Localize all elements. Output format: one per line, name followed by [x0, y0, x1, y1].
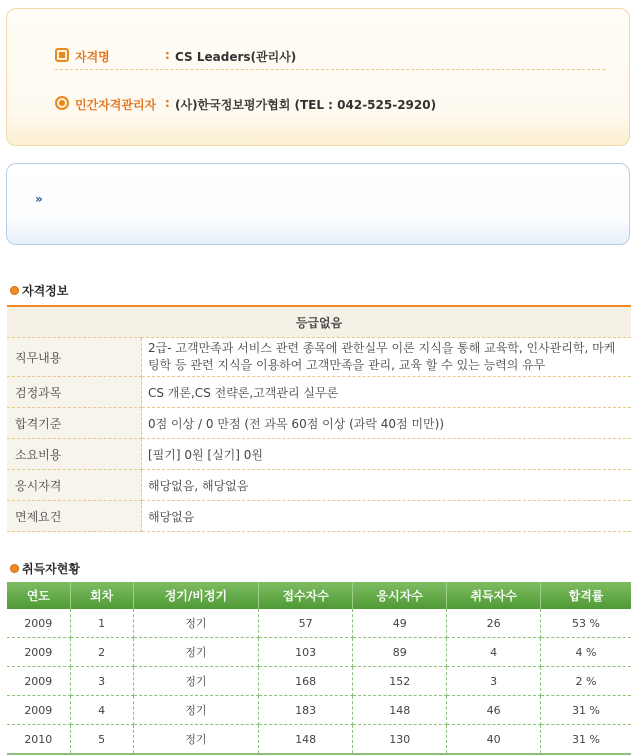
- col-header-year: 연도: [7, 582, 70, 609]
- notice-marker: »: [35, 192, 43, 206]
- cell-examinees: 49: [353, 609, 447, 638]
- cell-type: 정기: [133, 725, 259, 755]
- info-value: 0점 이상 / 0 만점 (전 과목 60점 이상 (과락 40점 미만)): [142, 408, 632, 439]
- cell-passers: 3: [447, 667, 541, 696]
- cell-pass-rate: 4 %: [541, 638, 631, 667]
- info-row: [7, 470, 631, 501]
- info-label: 면제요건: [7, 501, 142, 532]
- info-value: 해당없음, 해당없음: [142, 470, 632, 501]
- table-row: [7, 638, 631, 667]
- cell-passers: 46: [447, 696, 541, 725]
- cert-name-colon: :: [165, 48, 170, 62]
- cell-examinees: 89: [353, 638, 447, 667]
- cell-pass-rate: 31 %: [541, 696, 631, 725]
- cell-round: 5: [70, 725, 133, 755]
- col-header-examinees: 응시자수: [353, 582, 447, 609]
- info-row: [7, 439, 631, 470]
- stats-section-title: [10, 560, 80, 577]
- cell-applicants: 57: [259, 609, 353, 638]
- info-section-title: [10, 282, 68, 299]
- info-label: 검정과목: [7, 377, 142, 408]
- info-value: 해당없음: [142, 501, 632, 532]
- info-row: [7, 501, 631, 532]
- document-icon: [55, 48, 69, 62]
- info-value: 2급- 고객만족과 서비스 관련 종목에 관한실무 이론 지식을 통해 교육학, 인사관리학, 마케팅학 등 관련 지식을 이용하여 고객만족을 관리, 교육 할 수 있는 능력의 유무: [142, 338, 632, 377]
- cert-name-row: [55, 45, 605, 70]
- cell-applicants: 148: [259, 725, 353, 755]
- info-label: 합격기준: [7, 408, 142, 439]
- cell-year: 2009: [7, 696, 70, 725]
- info-row: [7, 377, 631, 408]
- cell-pass-rate: 53 %: [541, 609, 631, 638]
- cell-type: 정기: [133, 696, 259, 725]
- cell-pass-rate: 2 %: [541, 667, 631, 696]
- stats-section-title-text: 취득자현황: [22, 562, 80, 576]
- info-row: [7, 408, 631, 439]
- cell-examinees: 148: [353, 696, 447, 725]
- table-row: [7, 696, 631, 725]
- cell-passers: 4: [447, 638, 541, 667]
- notice-box: [6, 163, 630, 245]
- cert-manager-colon: :: [165, 96, 170, 110]
- cert-name-value: CS Leaders(관리사): [175, 50, 297, 64]
- person-icon: [55, 96, 69, 110]
- cell-applicants: 183: [259, 696, 353, 725]
- bullet-icon: [10, 564, 19, 573]
- col-header-type: 정기/비정기: [133, 582, 259, 609]
- cell-year: 2009: [7, 667, 70, 696]
- cert-name-label: 자격명: [75, 50, 110, 64]
- cert-manager-label: 민간자격관리자: [75, 98, 157, 112]
- cell-examinees: 130: [353, 725, 447, 755]
- table-row: [7, 667, 631, 696]
- certificate-summary-box: [6, 8, 630, 146]
- grade-cell: 등급없음: [7, 306, 631, 338]
- col-header-round: 회차: [70, 582, 133, 609]
- cell-examinees: 152: [353, 667, 447, 696]
- cell-year: 2010: [7, 725, 70, 755]
- cell-applicants: 103: [259, 638, 353, 667]
- info-row: [7, 338, 631, 377]
- cell-year: 2009: [7, 638, 70, 667]
- stats-table: [7, 582, 631, 755]
- cell-round: 2: [70, 638, 133, 667]
- cell-applicants: 168: [259, 667, 353, 696]
- bullet-icon: [10, 286, 19, 295]
- info-value: CS 개론,CS 전략론,고객관리 실무론: [142, 377, 632, 408]
- cell-round: 4: [70, 696, 133, 725]
- cell-pass-rate: 31 %: [541, 725, 631, 755]
- cell-type: 정기: [133, 638, 259, 667]
- info-label: 직무내용: [7, 338, 142, 377]
- cert-manager-value: (사)한국정보평가협회 (TEL : 042-525-2920): [175, 98, 437, 112]
- cell-round: 3: [70, 667, 133, 696]
- info-label: 소요비용: [7, 439, 142, 470]
- col-header-passers: 취득자수: [447, 582, 541, 609]
- info-value: [필기] 0원 [실기] 0원: [142, 439, 632, 470]
- cell-passers: 26: [447, 609, 541, 638]
- col-header-pass-rate: 합격률: [541, 582, 631, 609]
- info-table: [7, 305, 631, 532]
- col-header-applicants: 접수자수: [259, 582, 353, 609]
- cell-passers: 40: [447, 725, 541, 755]
- table-row: [7, 725, 631, 755]
- table-row: [7, 609, 631, 638]
- info-label: 응시자격: [7, 470, 142, 501]
- cell-type: 정기: [133, 667, 259, 696]
- cell-round: 1: [70, 609, 133, 638]
- info-section-title-text: 자격정보: [22, 284, 69, 298]
- cell-year: 2009: [7, 609, 70, 638]
- stats-header-row: [7, 582, 631, 609]
- cell-type: 정기: [133, 609, 259, 638]
